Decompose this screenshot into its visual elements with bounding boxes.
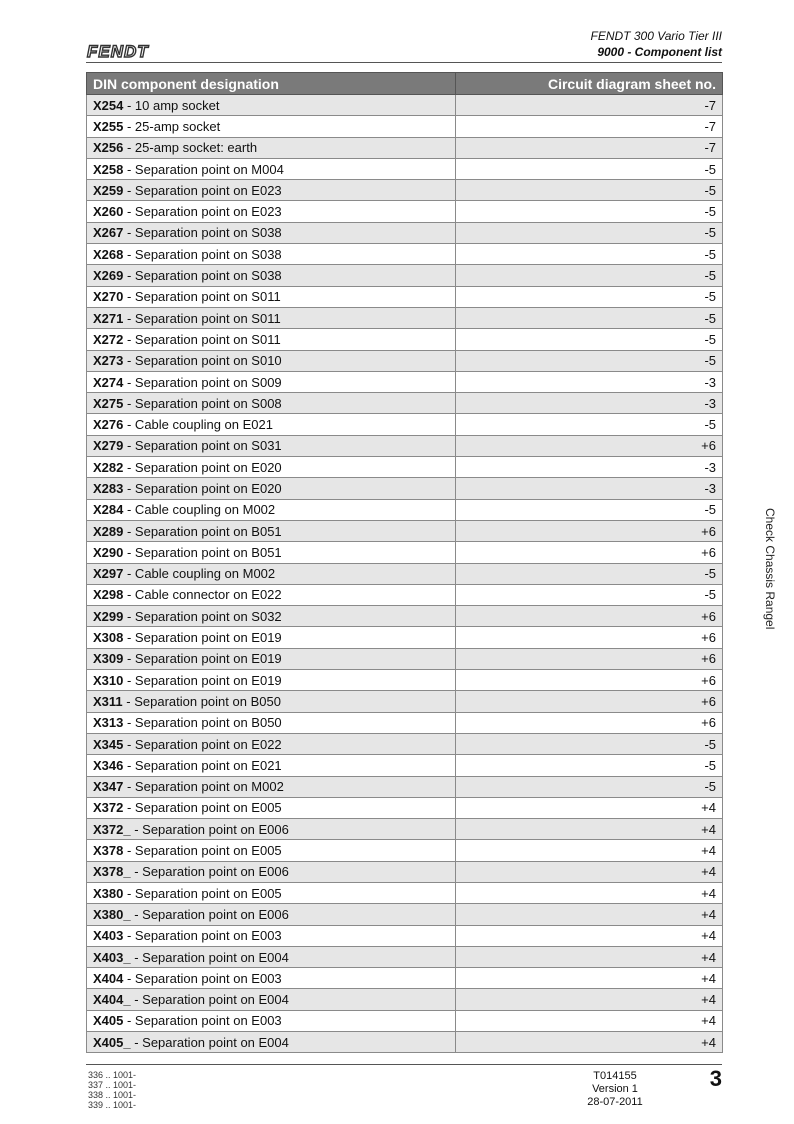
column-header-sheet: Circuit diagram sheet no. [456, 73, 723, 95]
component-code: X275 [93, 395, 124, 411]
table-row [87, 95, 723, 116]
sheet-number-cell: +4 [456, 1032, 723, 1053]
component-code: X260 [93, 204, 124, 220]
component-code: X283 [93, 480, 124, 496]
sheet-number-cell: +6 [456, 712, 723, 733]
designation-cell [87, 520, 456, 541]
designation-cell [87, 968, 456, 989]
table-row [87, 222, 723, 243]
component-description: - Separation point on M002 [123, 779, 284, 795]
component-code: X298 [93, 587, 124, 603]
component-code: X404_ [93, 992, 131, 1008]
table-row [87, 180, 723, 201]
component-code: X380_ [93, 906, 131, 922]
designation-cell [87, 478, 456, 499]
side-tab-label: Check Chassis Rangel [763, 508, 777, 630]
table-row [87, 307, 723, 328]
designation-cell [87, 286, 456, 307]
component-description: - Separation point on E006 [130, 864, 289, 880]
designation-cell [87, 648, 456, 669]
component-code: X284 [93, 502, 124, 518]
designation-cell [87, 946, 456, 967]
table-row [87, 158, 723, 179]
sheet-number-cell: -5 [456, 414, 723, 435]
table-row [87, 691, 723, 712]
component-code: X347 [93, 779, 124, 795]
component-description: - Separation point on E019 [123, 672, 282, 688]
sheet-number-cell: -5 [456, 350, 723, 371]
component-description: - Separation point on E020 [123, 480, 282, 496]
component-code: X269 [93, 268, 124, 284]
document-info [560, 1070, 670, 1109]
sheet-number-cell: -3 [456, 393, 723, 414]
component-description: - Cable coupling on M002 [123, 502, 276, 518]
table-row [87, 1010, 723, 1031]
component-code: X282 [93, 459, 124, 475]
designation-cell [87, 265, 456, 286]
component-code: X309 [93, 651, 124, 667]
sheet-number-cell: -5 [456, 201, 723, 222]
component-description: - Separation point on M004 [123, 161, 284, 177]
sheet-number-cell: -3 [456, 371, 723, 392]
component-description: - Separation point on S010 [123, 353, 282, 369]
component-code: X345 [93, 736, 124, 752]
sheet-number-cell: +4 [456, 819, 723, 840]
designation-cell [87, 840, 456, 861]
table-row [87, 776, 723, 797]
designation-cell [87, 819, 456, 840]
component-code: X259 [93, 182, 124, 198]
document-version: Version 1 [592, 1083, 638, 1095]
component-code: X273 [93, 353, 124, 369]
model-code: 336 .. 1001- [88, 1070, 137, 1080]
table-row [87, 457, 723, 478]
component-description: - Separation point on S011 [123, 310, 281, 326]
component-code: X378 [93, 843, 124, 859]
table-row [87, 733, 723, 754]
sheet-number-cell: +6 [456, 691, 723, 712]
sheet-number-cell: -5 [456, 307, 723, 328]
sheet-number-cell: +6 [456, 670, 723, 691]
designation-cell [87, 925, 456, 946]
component-description: - Separation point on S038 [123, 268, 282, 284]
component-description: - Separation point on E004 [130, 949, 289, 965]
header-divider [86, 62, 722, 63]
component-code: X403_ [93, 949, 131, 965]
component-code: X256 [93, 140, 124, 156]
table-row [87, 329, 723, 350]
designation-cell [87, 350, 456, 371]
component-description: - Separation point on E019 [123, 630, 282, 646]
table-row [87, 116, 723, 137]
table-row [87, 542, 723, 563]
table-row [87, 1032, 723, 1053]
sheet-number-cell: -5 [456, 244, 723, 265]
table-row [87, 265, 723, 286]
document-number: T014155 [593, 1070, 637, 1082]
component-code: X310 [93, 672, 124, 688]
table-row [87, 584, 723, 605]
sheet-number-cell: +6 [456, 520, 723, 541]
document-date: 28-07-2011 [587, 1096, 643, 1108]
component-description: - Separation point on S009 [123, 374, 282, 390]
sheet-number-cell: -5 [456, 584, 723, 605]
component-description: - Separation point on E022 [123, 736, 282, 752]
sheet-number-cell: -7 [456, 95, 723, 116]
component-code: X380 [93, 885, 124, 901]
component-description: - Separation point on S032 [123, 608, 282, 624]
sheet-number-cell: -5 [456, 265, 723, 286]
designation-cell [87, 563, 456, 584]
component-code: X274 [93, 374, 124, 390]
model-code: 338 .. 1001- [88, 1090, 137, 1100]
sheet-number-cell: -7 [456, 116, 723, 137]
component-description: - Separation point on B050 [123, 715, 282, 731]
component-description: - Separation point on E006 [130, 906, 289, 922]
component-code: X272 [93, 331, 124, 347]
table-row [87, 840, 723, 861]
component-description: - Separation point on E004 [130, 1034, 289, 1050]
designation-cell [87, 393, 456, 414]
component-code: X258 [93, 161, 124, 177]
component-description: - Separation point on E023 [123, 182, 282, 198]
sheet-number-cell: +6 [456, 435, 723, 456]
designation-cell [87, 542, 456, 563]
footer-divider [86, 1064, 722, 1065]
component-code: X372_ [93, 821, 131, 837]
sheet-number-cell: +4 [456, 1010, 723, 1031]
component-description: - Separation point on E006 [130, 821, 289, 837]
component-code: X271 [93, 310, 124, 326]
component-code: X289 [93, 523, 124, 539]
designation-cell [87, 435, 456, 456]
table-row [87, 904, 723, 925]
fendt-logo-graphic [86, 40, 166, 62]
model-code: 337 .. 1001- [88, 1080, 137, 1090]
component-table [86, 72, 723, 1053]
table-row [87, 946, 723, 967]
table-row [87, 350, 723, 371]
sheet-number-cell: +4 [456, 861, 723, 882]
page-number: 3 [709, 1066, 722, 1091]
component-description: - Separation point on E019 [123, 651, 282, 667]
designation-cell [87, 201, 456, 222]
designation-cell [87, 371, 456, 392]
component-code: X372 [93, 800, 124, 816]
table-row [87, 435, 723, 456]
component-description: - Separation point on E003 [123, 928, 282, 944]
designation-cell [87, 137, 456, 158]
component-description: - Cable coupling on M002 [123, 566, 276, 582]
component-description: - Separation point on S008 [123, 395, 282, 411]
component-description: - Separation point on S038 [123, 246, 282, 262]
designation-cell [87, 116, 456, 137]
component-code: X299 [93, 608, 124, 624]
designation-cell [87, 691, 456, 712]
sheet-number-cell: -5 [456, 755, 723, 776]
sheet-number-cell: +4 [456, 882, 723, 903]
component-description: - Separation point on E021 [123, 757, 282, 773]
table-row [87, 755, 723, 776]
sheet-number-cell: +6 [456, 542, 723, 563]
designation-cell [87, 712, 456, 733]
component-code: X254 [93, 97, 124, 113]
sheet-number-cell: -5 [456, 158, 723, 179]
designation-cell [87, 904, 456, 925]
component-code: X290 [93, 544, 124, 560]
component-description: - Separation point on E003 [123, 970, 282, 986]
table-row [87, 797, 723, 818]
component-code: X313 [93, 715, 124, 731]
designation-cell [87, 244, 456, 265]
designation-cell [87, 606, 456, 627]
designation-cell [87, 627, 456, 648]
sheet-number-cell: -5 [456, 776, 723, 797]
svg-text:FENDT: FENDT [87, 42, 149, 61]
sheet-number-cell: +4 [456, 904, 723, 925]
component-description: - Separation point on B050 [122, 693, 281, 709]
component-code: X404 [93, 970, 124, 986]
component-description: - 10 amp socket [123, 97, 220, 113]
sheet-number-cell: -5 [456, 733, 723, 754]
designation-cell [87, 499, 456, 520]
component-description: - Separation point on E023 [123, 204, 282, 220]
designation-cell [87, 222, 456, 243]
sheet-number-cell: +6 [456, 606, 723, 627]
sheet-number-cell: -5 [456, 563, 723, 584]
table-row [87, 137, 723, 158]
component-description: - Separation point on E020 [123, 459, 282, 475]
table-row [87, 712, 723, 733]
sheet-number-cell: +6 [456, 627, 723, 648]
designation-cell [87, 1010, 456, 1031]
table-row [87, 244, 723, 265]
component-description: - 25-amp socket [123, 118, 221, 134]
page-header [591, 28, 722, 60]
table-row [87, 648, 723, 669]
designation-cell [87, 95, 456, 116]
sheet-number-cell: +4 [456, 968, 723, 989]
table-body [87, 95, 723, 1053]
table-row [87, 925, 723, 946]
table-row [87, 393, 723, 414]
table-row [87, 819, 723, 840]
component-description: - Separation point on E005 [123, 843, 282, 859]
designation-cell [87, 414, 456, 435]
component-description: - 25-amp socket: earth [123, 140, 258, 156]
component-code: X405_ [93, 1034, 131, 1050]
component-description: - Separation point on E005 [123, 885, 282, 901]
component-description: - Separation point on E005 [123, 800, 282, 816]
component-description: - Cable coupling on E021 [123, 417, 273, 433]
model-code: 339 .. 1001- [88, 1100, 137, 1110]
component-code: X279 [93, 438, 124, 454]
table-row [87, 414, 723, 435]
component-description: - Separation point on S011 [123, 289, 281, 305]
component-code: X276 [93, 417, 124, 433]
table-row [87, 286, 723, 307]
sheet-number-cell: -3 [456, 457, 723, 478]
designation-cell [87, 989, 456, 1010]
table-row [87, 627, 723, 648]
component-description: - Separation point on S031 [123, 438, 282, 454]
table-row [87, 606, 723, 627]
table-row [87, 563, 723, 584]
sheet-number-cell: +4 [456, 797, 723, 818]
table-row [87, 499, 723, 520]
sheet-number-cell: -5 [456, 499, 723, 520]
designation-cell [87, 755, 456, 776]
component-description: - Cable connector on E022 [123, 587, 282, 603]
designation-cell [87, 329, 456, 350]
table-row [87, 520, 723, 541]
section-title: 9000 - Component list [597, 45, 722, 59]
table-row [87, 989, 723, 1010]
table-row [87, 478, 723, 499]
component-code: X403 [93, 928, 124, 944]
component-code: X297 [93, 566, 124, 582]
component-description: - Separation point on E003 [123, 1013, 282, 1029]
table-header-row [87, 73, 723, 95]
component-code: X346 [93, 757, 124, 773]
fendt-logo [86, 40, 166, 62]
component-description: - Separation point on B051 [123, 523, 282, 539]
designation-cell [87, 733, 456, 754]
designation-cell [87, 861, 456, 882]
designation-cell [87, 670, 456, 691]
model-title: FENDT 300 Vario Tier III [590, 29, 722, 43]
table-row [87, 201, 723, 222]
designation-cell [87, 180, 456, 201]
table-row [87, 882, 723, 903]
component-code: X308 [93, 630, 124, 646]
model-code-list [88, 1070, 136, 1110]
designation-cell [87, 776, 456, 797]
sheet-number-cell: +6 [456, 648, 723, 669]
sheet-number-cell: +4 [456, 989, 723, 1010]
sheet-number-cell: -7 [456, 137, 723, 158]
component-code: X311 [93, 693, 123, 709]
component-code: X255 [93, 118, 124, 134]
component-description: - Separation point on S011 [123, 331, 281, 347]
table-row [87, 371, 723, 392]
table-row [87, 968, 723, 989]
sheet-number-cell: -3 [456, 478, 723, 499]
designation-cell [87, 307, 456, 328]
component-description: - Separation point on S038 [123, 225, 282, 241]
table-row [87, 861, 723, 882]
designation-cell [87, 882, 456, 903]
component-code: X378_ [93, 864, 131, 880]
component-description: - Separation point on B051 [123, 544, 282, 560]
sheet-number-cell: +4 [456, 840, 723, 861]
sheet-number-cell: -5 [456, 222, 723, 243]
sheet-number-cell: +4 [456, 925, 723, 946]
table-row [87, 670, 723, 691]
designation-cell [87, 457, 456, 478]
component-description: - Separation point on E004 [130, 992, 289, 1008]
column-header-designation: DIN component designation [87, 73, 456, 95]
sheet-number-cell: -5 [456, 329, 723, 350]
component-code: X270 [93, 289, 124, 305]
component-code: X267 [93, 225, 124, 241]
sheet-number-cell: -5 [456, 286, 723, 307]
designation-cell [87, 1032, 456, 1053]
sheet-number-cell: -5 [456, 180, 723, 201]
sheet-number-cell: +4 [456, 946, 723, 967]
component-code: X405 [93, 1013, 124, 1029]
designation-cell [87, 584, 456, 605]
designation-cell [87, 797, 456, 818]
component-code: X268 [93, 246, 124, 262]
designation-cell [87, 158, 456, 179]
